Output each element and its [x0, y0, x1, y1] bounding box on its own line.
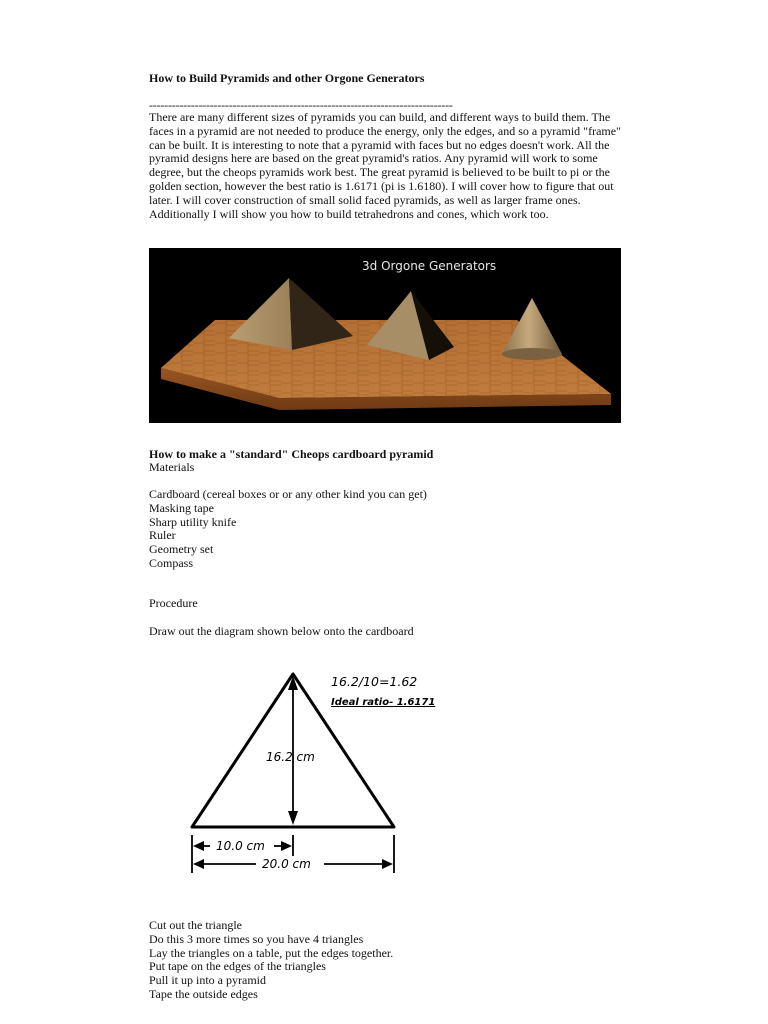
materials-list	[149, 488, 427, 571]
list-item: Tape the outside edges	[149, 986, 258, 1001]
list-item: Cardboard (cereal boxes or or any other kind you can get)	[149, 487, 427, 501]
list-item: Geometry set	[149, 542, 214, 557]
list-item: Pull it up into a pyramid	[149, 973, 266, 988]
triangle-diagram	[184, 660, 484, 885]
page-title: How to Build Pyramids and other Orgone Generators	[149, 71, 425, 85]
list-item: Masking tape	[149, 500, 214, 515]
orgone-generators-render-image	[149, 248, 621, 423]
list-item: Cut out the triangle	[149, 918, 242, 932]
procedure-intro: Draw out the diagram shown below onto the cardboard	[149, 624, 414, 638]
arrow-down-icon	[288, 811, 298, 825]
ratio-label: 16.2/10=1.62	[331, 674, 418, 689]
height-label: 16.2 cm	[266, 750, 315, 764]
render-caption: 3d Orgone Generators	[362, 259, 497, 273]
arrow-right-icon	[281, 841, 292, 851]
intro-paragraph	[149, 111, 621, 221]
ideal-ratio-label: Ideal ratio- 1.6171	[331, 697, 436, 708]
separator-line: --------------------------------------------------------------------------------	[149, 98, 453, 112]
list-item: Compass	[149, 555, 194, 570]
arrow-left-icon	[193, 859, 204, 869]
intro-text: There are many different sizes of pyramids you can build, and different ways to build them. The faces in a pyramid are not needed to produce the energy, only the edges, and so a pyramid "frame" can be built. It is interesting to note that a pyramid with faces but no edges doesn't work. All the pyramid designs here are based on the great pyramid's ratios. Any pyramid will work to some degree, but the cheops pyramids work best. The great pyramid is believed to be built to pi or the golden section, however the best ratio is 1.6171 (pi is 1.6180). I will cover how to figure that out later. I will cover construction of small solid faced pyramids, as well as larger frame ones. Additionally I will show you how to build tetrahedrons and cones, which work too.	[149, 110, 621, 221]
procedure-heading: Procedure	[149, 596, 198, 610]
section-heading: How to make a "standard" Cheops cardboard pyramid	[149, 447, 434, 461]
list-item: Lay the triangles on a table, put the edges together.	[149, 945, 394, 960]
half-base-label: 10.0 cm	[216, 839, 265, 853]
materials-heading: Materials	[149, 460, 195, 474]
list-item: Sharp utility knife	[149, 514, 237, 529]
arrow-left-icon	[193, 841, 204, 851]
arrow-right-icon	[382, 859, 393, 869]
list-item: Do this 3 more times so you have 4 triangles	[149, 931, 364, 946]
steps-list	[149, 919, 393, 1002]
list-item: Ruler	[149, 528, 176, 543]
base-label: 20.0 cm	[262, 857, 311, 871]
list-item: Put tape on the edges of the triangles	[149, 959, 326, 974]
